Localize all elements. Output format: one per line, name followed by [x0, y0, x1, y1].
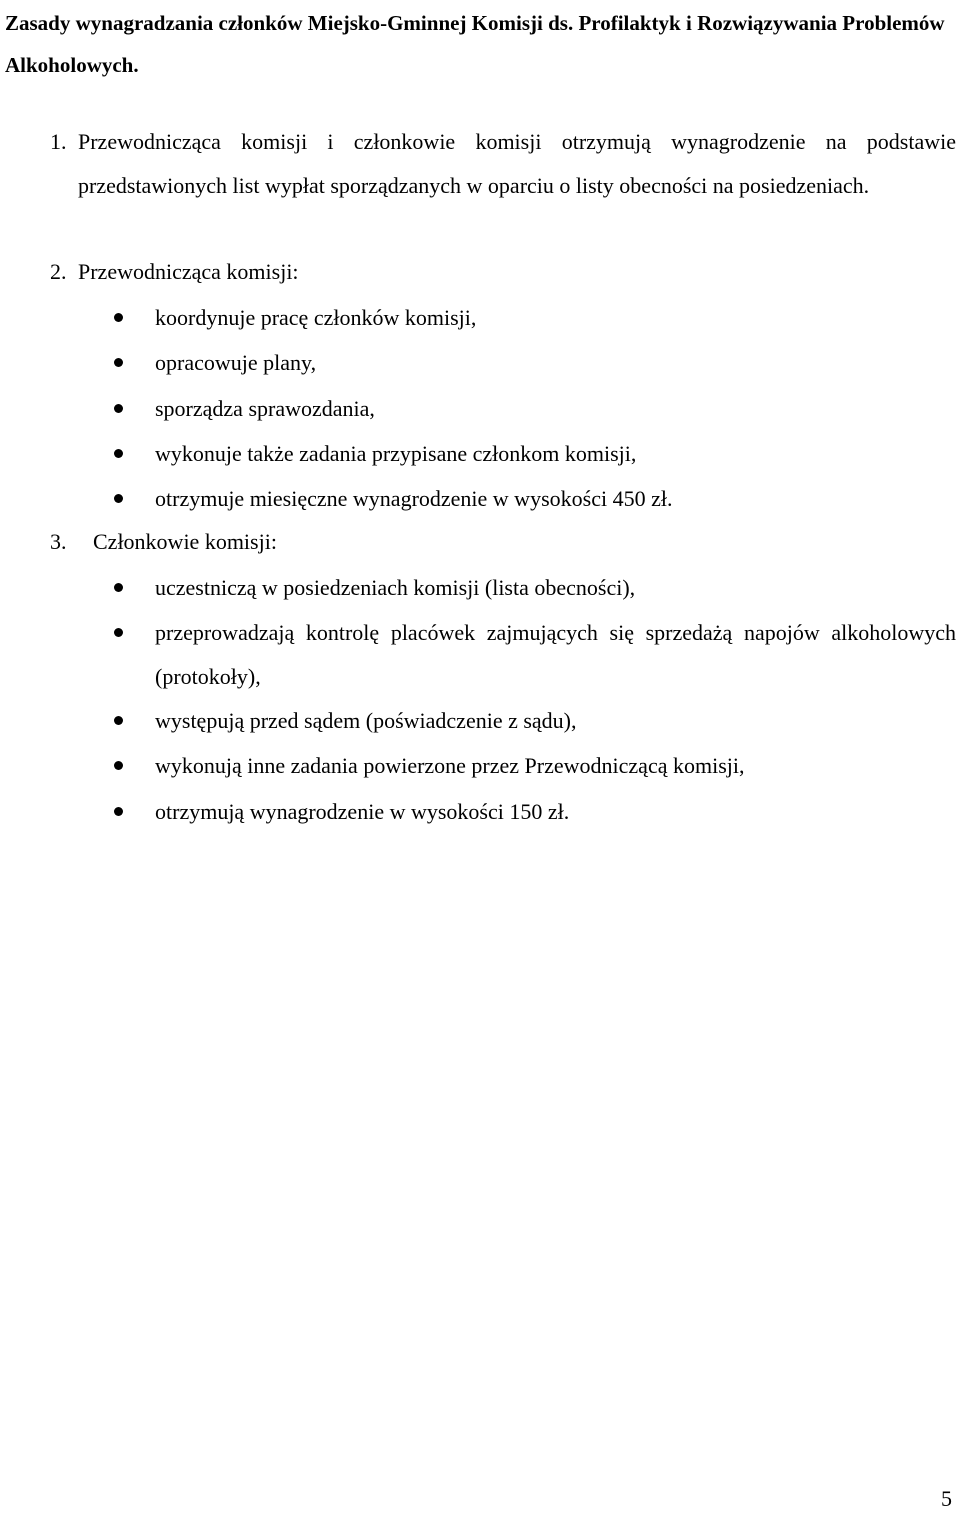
- bullet-icon: [114, 358, 123, 367]
- list-item: występują przed sądem (poświadczenie z sądu),: [155, 708, 577, 733]
- section-3-heading: Członkowie komisji:: [93, 529, 277, 554]
- bullet-icon: [114, 449, 123, 458]
- list-item: otrzymują wynagrodzenie w wysokości 150 zł.: [155, 799, 570, 824]
- bullet-icon: [114, 807, 123, 816]
- list-item: sporządza sprawozdania,: [155, 396, 375, 421]
- list-item: koordynuje pracę członków komisji,: [155, 305, 477, 330]
- section-2-heading: Przewodnicząca komisji:: [78, 259, 299, 284]
- bullet-icon: [114, 313, 123, 322]
- list-item: przeprowadzają kontrolę placówek zajmujących się sprzedażą napojów alkoholowych (protokoły),: [155, 620, 956, 689]
- section-1-number: 1.: [50, 129, 67, 154]
- list-item: wykonują inne zadania powierzone przez Przewodniczącą komisji,: [155, 753, 745, 778]
- bullet-icon: [114, 494, 123, 503]
- list-item: otrzymuje miesięczne wynagrodzenie w wysokości 450 zł.: [155, 486, 673, 511]
- list-item: uczestniczą w posiedzeniach komisji (lista obecności),: [155, 575, 636, 600]
- list-item: opracowuje plany,: [155, 350, 317, 375]
- bullet-icon: [114, 583, 123, 592]
- bullet-icon: [114, 404, 123, 413]
- bullet-icon: [114, 761, 123, 770]
- bullet-icon: [114, 628, 123, 637]
- document-title: Zasady wynagradzania członków Miejsko-Gminnej Komisji ds. Profilaktyk i Rozwiązywania Problemów Alkoholowych.: [5, 11, 945, 77]
- list-item: wykonuje także zadania przypisane członkom komisji,: [155, 441, 637, 466]
- section-3-number: 3.: [50, 529, 67, 554]
- page-number: 5: [941, 1486, 952, 1511]
- bullet-icon: [114, 716, 123, 725]
- section-2-number: 2.: [50, 259, 67, 284]
- section-1-text: Przewodnicząca komisji i członkowie komisji otrzymują wynagrodzenie na podstawie przedstawionych list wypłat sporządzanych w oparciu o listy obecności na posiedzeniach.: [78, 129, 956, 198]
